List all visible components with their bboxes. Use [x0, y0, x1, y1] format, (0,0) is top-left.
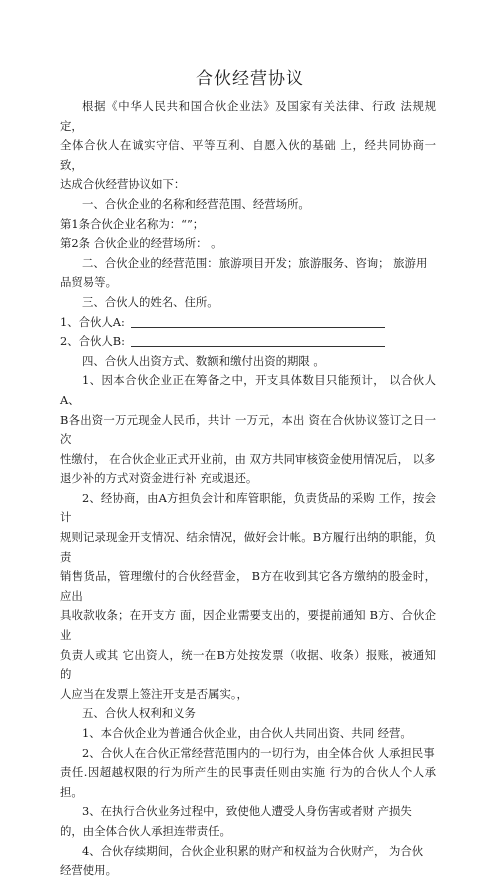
section-heading: 四、合伙人出资方式、数额和缴付出资的期限 。 — [82, 353, 325, 368]
partner-b-row — [60, 332, 436, 352]
paragraph-line: 4、合伙存续期间，合伙企业积累的财产和权益为合伙财产， 为合伙 — [82, 843, 424, 858]
preamble-line: 全体合伙人在诚实守信、平等互利、自愿入伙的基础 上，经共同协商一致， — [60, 138, 436, 172]
paragraph-line: 1、因本合伙企业正在筹备之中，开支具体数目只能预计， 以合伙人A、 — [60, 373, 436, 407]
paragraph-line: 的，由全体合伙人承担连带责任。 — [60, 823, 231, 838]
paragraph-line: 2、经协商，由A方担负会计和库管职能，负责货品的采购 工作，按会计 — [60, 490, 436, 525]
article-line: 第2条 合伙企业的经营场所： 。 — [60, 236, 223, 251]
paragraph-line: 经营使用。 — [60, 863, 117, 878]
partner-b-blank — [131, 333, 385, 347]
paragraph-line: 人应当在发票上签注开支是否属实。， — [60, 686, 248, 701]
section-heading: 三、合伙人的姓名、住所。 — [82, 294, 219, 309]
preamble-line: 达成合伙经营协议如下： — [60, 177, 186, 192]
paragraph-line: 3、在执行合伙业务过程中，致使他人遭受人身伤害或者财 产损失 — [82, 804, 412, 819]
partner-b-label: 2、合伙人B: — [60, 334, 126, 349]
section-line: 品贸易等。 — [60, 275, 117, 290]
partner-a-blank — [131, 314, 385, 328]
paragraph-line: 性缴付， 在合伙企业正式开业前，由 双方共同审核资金使用情况后， 以多 — [60, 451, 436, 466]
partner-a-label: 1、合伙人A: — [60, 314, 125, 329]
section-heading: 一、合伙企业的名称和经营范围、经营场所。 — [82, 196, 310, 211]
paragraph-line: 1、本合伙企业为普通合伙企业，由合伙人共同出资、共同 经营。 — [82, 726, 412, 740]
section-heading: 五、合伙人权利和义务 — [82, 706, 196, 721]
document-title: 合伙经营协议 — [196, 69, 304, 89]
document-body — [60, 97, 436, 881]
article-line: 第1条合伙企业名称为：“”； — [60, 216, 205, 231]
paragraph-line: 具收款收条；在开支方 面，因企业需要支出的，要提前通知 B方、合伙企业 — [60, 608, 436, 643]
paragraph-line: 销售货品，管理缴付的合伙经营金， B方在收到其它各方缴纳的股金时，应出 — [60, 569, 436, 603]
paragraph-line: 退少补的方式对资金进行补 充或退还。 — [60, 471, 258, 486]
partner-a-row — [60, 313, 436, 333]
paragraph-line: 责任.因超越权限的行为所产生的民事责任则由实施 行为的合伙人个人承担。 — [60, 765, 436, 799]
paragraph-line: 规则记录现金开支情况、结余情况，做好会计帐。B方履行出纳的职能，负责 — [60, 530, 436, 564]
paragraph-line: 2、合伙人在合伙正常经营范围内的一切行为，由全体合伙 人承担民事 — [82, 745, 435, 760]
section-line: 二、合伙企业的经营范围：旅游项目开发；旅游服务、咨询； 旅游用 — [82, 255, 428, 270]
preamble-line: 根据《中华人民共和国合伙企业法》及国家有关法律、行政 法规规定， — [60, 99, 436, 133]
paragraph-line: B各出资一万元现金人民币，共计 一万元，本出 资在合伙协议签订之日一次 — [60, 412, 436, 447]
paragraph-line: 负责人或其 它出资人，统一在B方处按发票（收据、收条）报账，被通知的 — [60, 647, 436, 682]
